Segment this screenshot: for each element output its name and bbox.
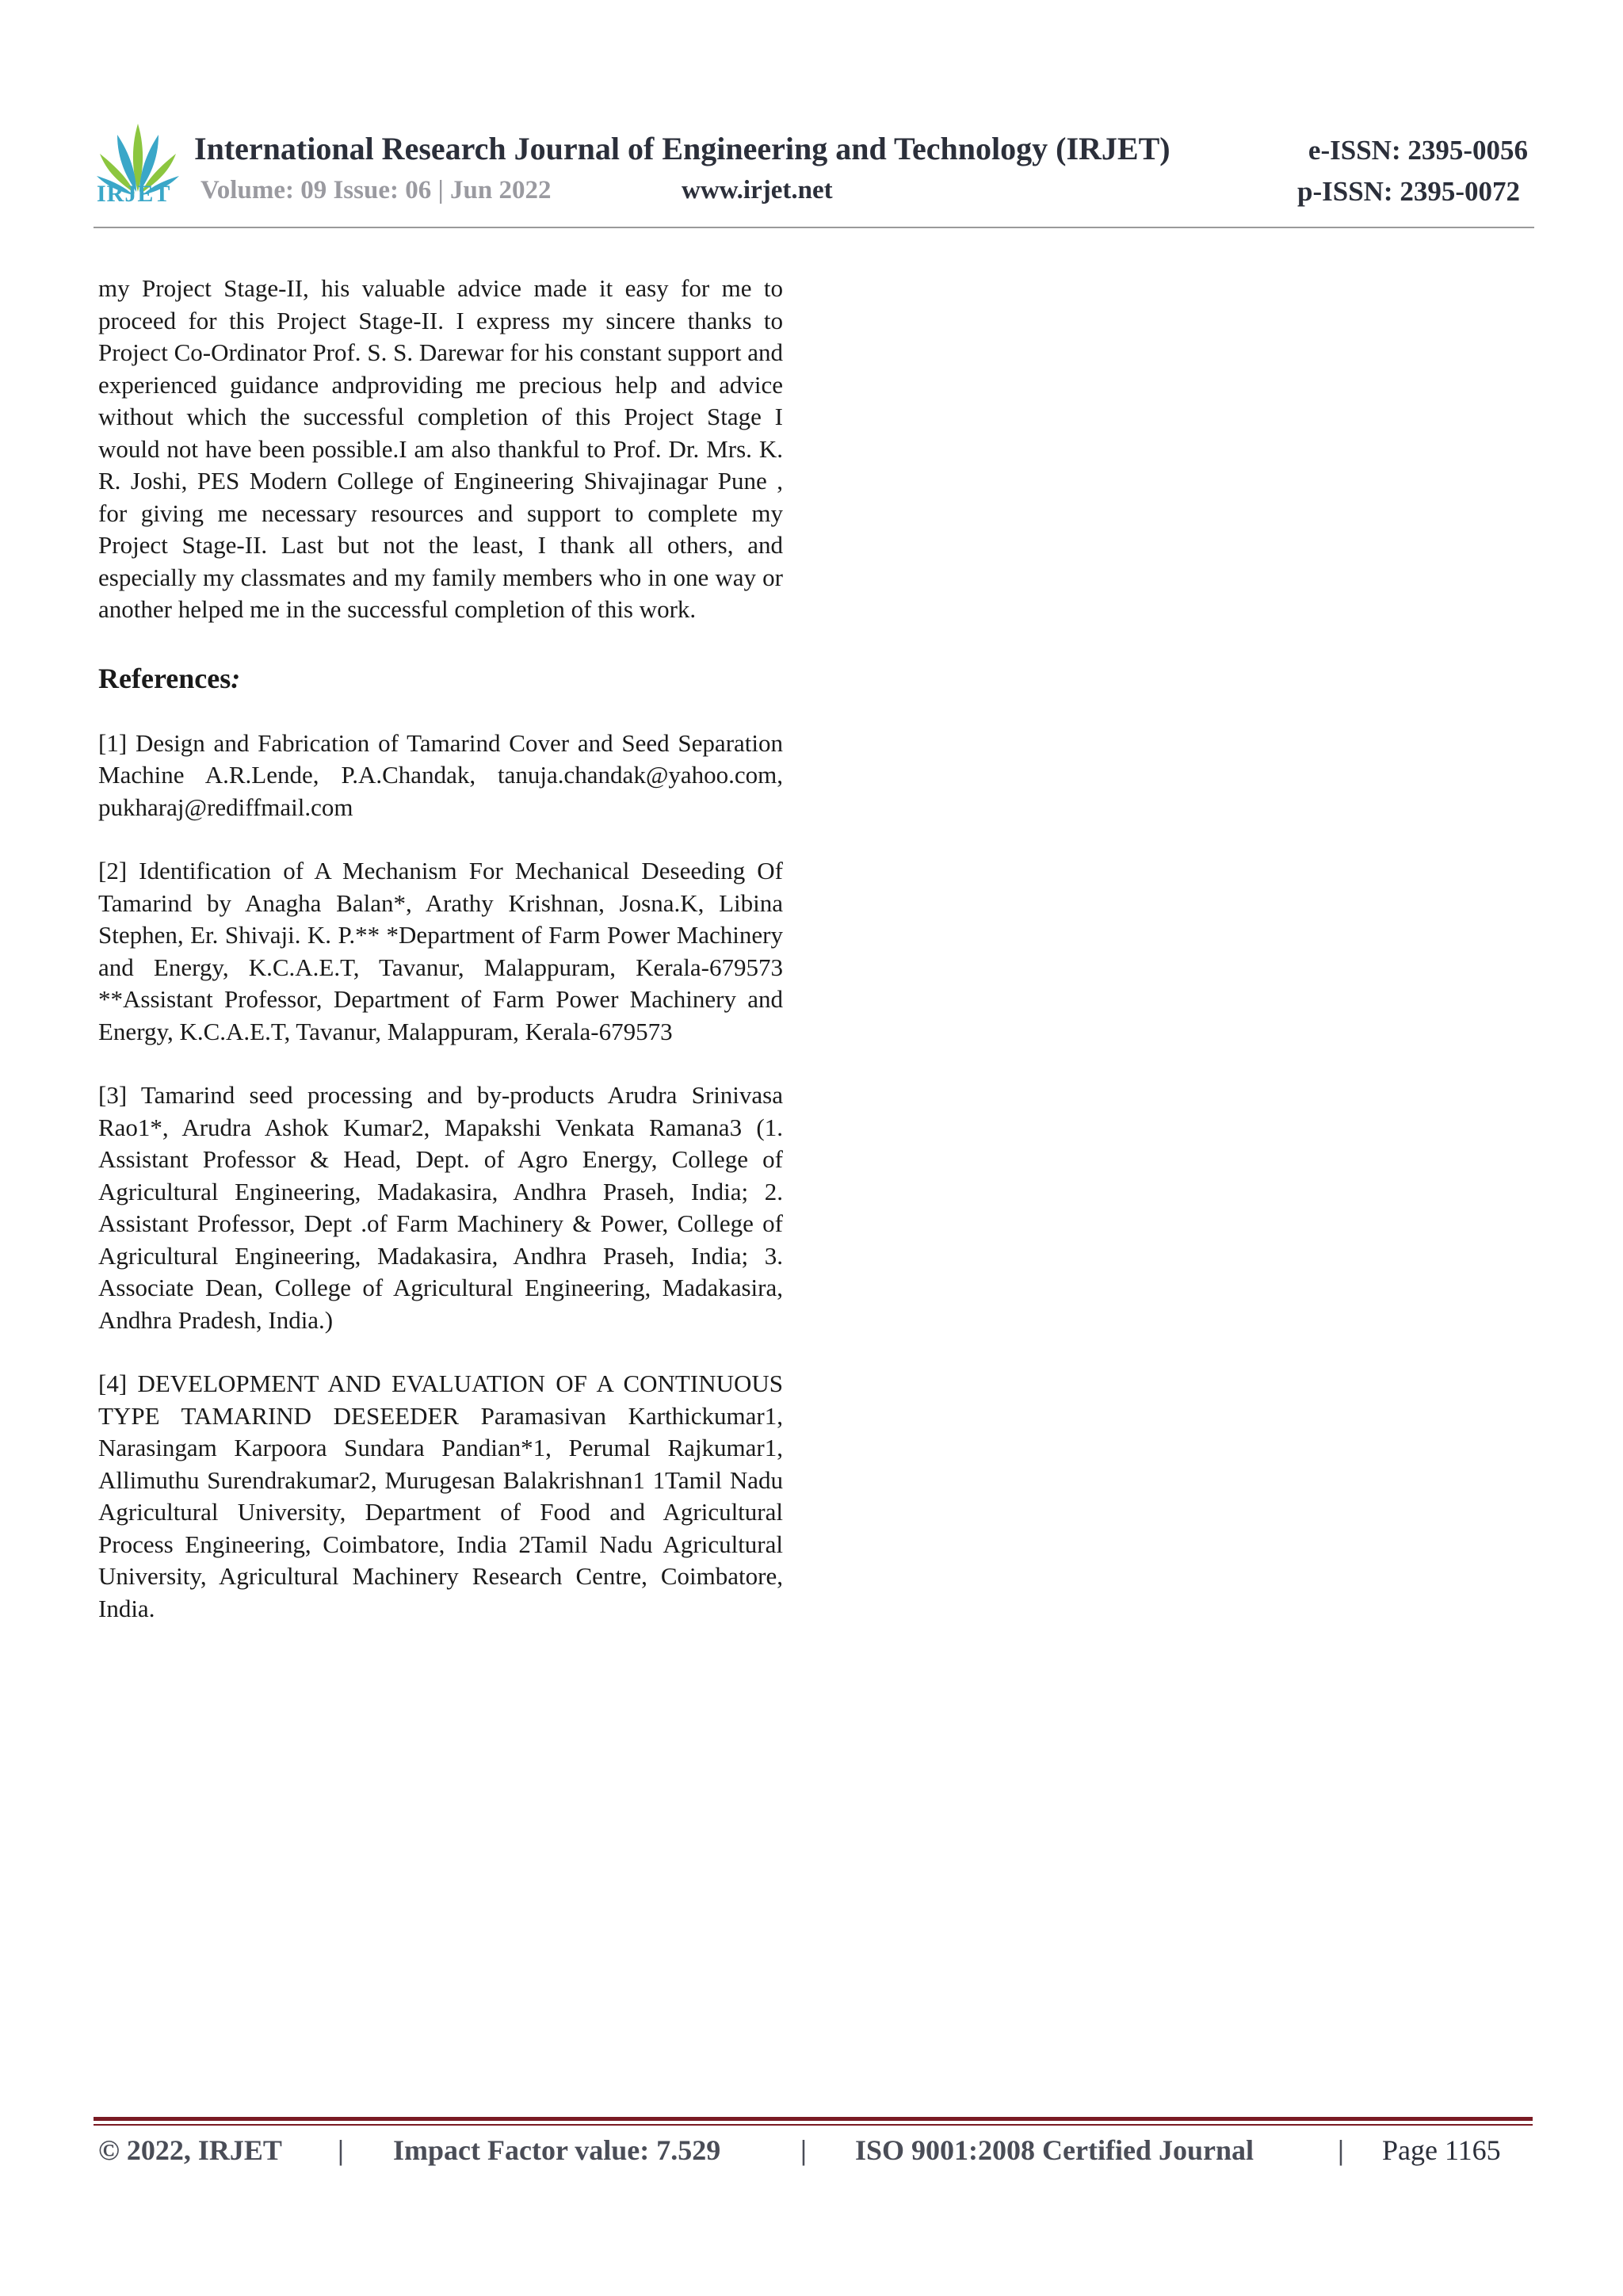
footer-copyright: © 2022, IRJET [98,2134,282,2166]
reference-item-4: [4] DEVELOPMENT AND EVALUATION OF A CONTINUOUS TYPE TAMARIND DESEEDER Paramasivan Karthickumar1, Narasingam Karpoora Sundara Pandian*1, Perumal Rajkumar1, Allimuthu Surendrakumar2, Murugesan Balakrishnan1 1Tamil Nadu Agricultural University, Department of Food and Agricultural Process Engineering, Coimbatore, India 2Tamil Nadu Agricultural University, Agricultural Machinery Research Centre, Coimbatore, India. [98,1370,783,1622]
reference-item-2: [2] Identification of A Mechanism For Mechanical Deseeding Of Tamarind by Anagha Balan*, Arathy Krishnan, Josna.K, Libina Stephen, Er. Shivaji. K. P.** *Department of Farm Power Machinery and Energy, K.C.A.E.T, Tavanur, Malappuram, Kerala-679573 **Assistant Professor, Department of Farm Power Machinery and Energy, K.C.A.E.T, Tavanur, Malappuram, Kerala-679573 [98,857,783,1045]
e-issn: e-ISSN: 2395-0056 [1308,135,1528,166]
footer-divider-thick [94,2117,1533,2121]
references-heading-colon: : [231,662,241,694]
acknowledgement-paragraph: my Project Stage-II, his valuable advice made it easy for me to proceed for this Project Stage-II. I express my sincere thanks to Project Co-Ordinator Prof. S. S. Darewar for his constant support and experienced guidance andproviding me precious help and advice without which the successful completion of this Project Stage I would not have been possible.I am also thankful to Prof. Dr. Mrs. K. R. Joshi, PES Modern College of Engineering Shivajinagar Pune , for giving me necessary resources and support to complete my Project Stage-II. Last but not the least, I thank all others, and especially my classmates and my family members who in one way or another helped me in the successful completion of this work. [98,274,783,623]
reference-item-3: [3] Tamarind seed processing and by-products Arudra Srinivasa Rao1*, Arudra Ashok Kumar2, Mapakshi Venkata Ramana3 (1. Assistant Professor & Head, Dept. of Agro Energy, College of Agricultural Engineering, Madakasira, Andhra Praseh, India; 2. Assistant Professor, Dept .of Farm Machinery & Power, College of Agricultural Engineering, Madakasira, Andhra Praseh, India; 3. Associate Dean, College of Agricultural Engineering, Madakasira, Andhra Pradesh, India.) [98,1081,783,1334]
footer-iso-certification: ISO 9001:2008 Certified Journal [855,2134,1254,2166]
footer-separator: | [800,2134,807,2166]
p-issn: p-ISSN: 2395-0072 [1296,176,1520,207]
left-text-column [98,273,783,1656]
header-divider [94,227,1534,228]
reference-item-1: [1] Design and Fabrication of Tamarind Cover and Seed Separation Machine A.R.Lende, P.A.Chandak, tanuja.chandak@yahoo.com, pukharaj@rediffmail.com [98,728,783,821]
volume-issue: Volume: 09 Issue: 06 | Jun 2022 [200,176,552,204]
footer-separator: | [1338,2134,1344,2166]
references-heading [98,661,783,696]
journal-title: International Research Journal of Engineering and Technology (IRJET) [194,131,1170,166]
footer-page-number: Page 1165 [1382,2134,1501,2166]
page-footer [98,2130,1517,2178]
footer-separator: | [338,2134,344,2166]
references-heading-text: References [98,662,231,694]
journal-website: www.irjet.net [682,176,833,204]
logo-wordmark: IRJET [97,181,171,207]
footer-impact-factor: Impact Factor value: 7.529 [393,2134,721,2166]
journal-header [94,111,1534,230]
footer-divider-thin [94,2124,1533,2126]
